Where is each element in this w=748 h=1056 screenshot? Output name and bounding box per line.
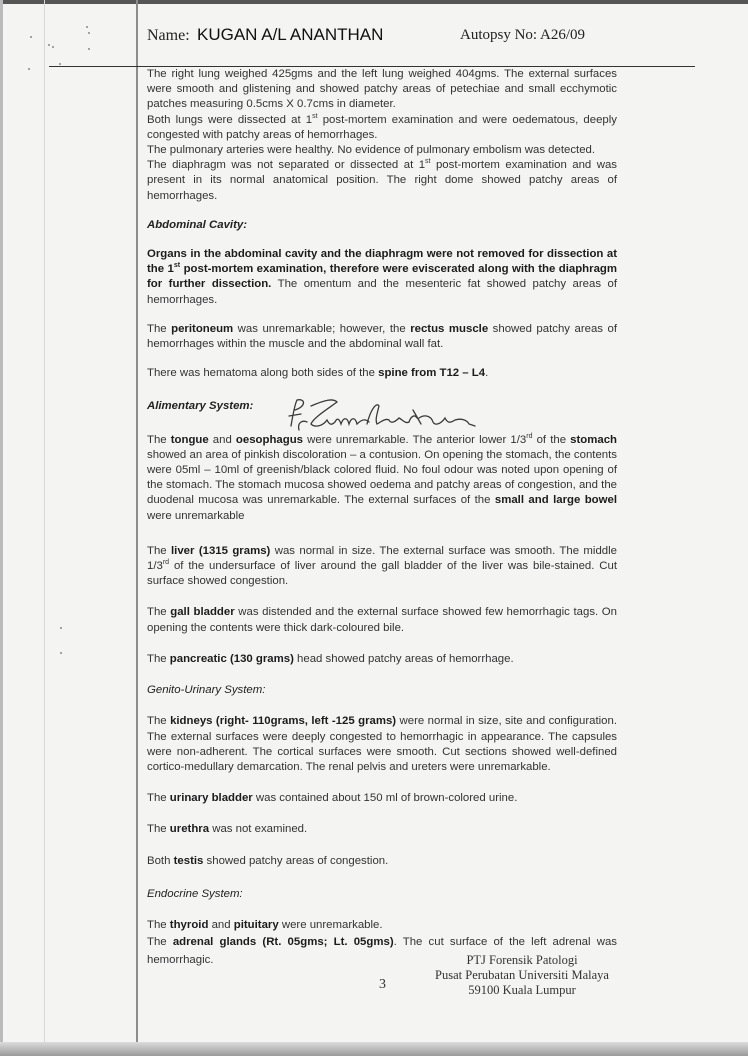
text-run: There was hematoma along both sides of the — [147, 367, 379, 380]
handwritten-signature — [285, 396, 535, 432]
text-run: post-mortem examination and was present in its normal anatomical position. The right dome showed patchy areas of hemorrhages. — [147, 159, 617, 202]
text-run: showed an area of pinkish discoloration – a contusion. On opening the stomach, the contents were 05ml – 10ml of greenish/black colored fluid. No foul odour was noted upon opening of the stomach. The stomach mucosa showed oedema and patchy areas of congestion, and the duodenal mucosa was unremarkable. The external surfaces of the — [147, 448, 617, 507]
abdominal-organs-paragraph — [147, 247, 617, 308]
superscript: rd — [162, 559, 170, 567]
paper-fold-line — [44, 0, 45, 1056]
thyroid-paragraph — [147, 918, 617, 933]
binding-margin-line — [136, 0, 138, 1056]
text-run-bold: pituitary — [233, 918, 279, 931]
testis-paragraph — [147, 854, 617, 869]
text-run: The — [147, 918, 170, 931]
text-run-bold: tongue — [170, 433, 209, 446]
urinary-bladder-paragraph — [147, 791, 617, 806]
liver-paragraph — [147, 544, 617, 590]
text-run: The — [147, 544, 172, 557]
institution-stamp — [412, 953, 632, 998]
text-run: was normal in size. The external surface was smooth. The middle 1/3 — [147, 544, 617, 573]
text-run: were unremarkable. — [278, 918, 383, 931]
stamp-line-department: PTJ Forensik Patologi — [466, 953, 578, 967]
pancreas-paragraph — [147, 652, 617, 667]
text-run-bold: urethra — [169, 823, 210, 836]
text-run-bold: testis — [173, 854, 204, 867]
urethra-paragraph — [147, 822, 617, 837]
text-run-bold: small and large bowel — [494, 494, 617, 507]
text-run: was not examined. — [209, 823, 308, 836]
text-run: showed patchy areas of congestion. — [203, 854, 389, 867]
stamp-line-address: 59100 Kuala Lumpur — [468, 983, 576, 997]
section-heading-endocrine: Endocrine System: — [147, 887, 243, 900]
text-run: The — [147, 433, 171, 446]
text-run-bold: Organs in the abdominal cavity and the diaphragm were not removed for dissection at the 1 — [147, 248, 617, 276]
text-run-bold: stomach — [570, 433, 617, 446]
superscript: st — [173, 262, 181, 270]
autopsy-number: Autopsy No: A26/09 — [460, 27, 586, 43]
text-run: . — [485, 367, 489, 380]
text-run: showed patchy areas of hemorrhages within the muscle and the abdominal wall fat. — [147, 322, 617, 351]
text-run: The — [147, 936, 173, 949]
text-run: was unremarkable; however, the — [233, 322, 411, 335]
text-run-bold: thyroid — [169, 918, 209, 931]
kidneys-paragraph — [147, 714, 617, 775]
text-run-bold: post-mortem examination, therefore were eviscerated along with the diaphragm for further dissection. — [147, 263, 617, 291]
text-run: were unremarkable. The anterior lower 1/3 — [303, 433, 527, 446]
scan-edge-bottom — [0, 1042, 748, 1056]
text-run: Both lungs were dissected at 1 — [147, 113, 313, 126]
text-run-bold: urinary bladder — [169, 792, 253, 805]
superscript: rd — [526, 432, 533, 440]
page-header — [147, 25, 617, 49]
diaphragm-paragraph — [147, 158, 617, 204]
scan-edge-left — [0, 0, 3, 1056]
text-run: The diaphragm was not separated or dissected at 1 — [147, 159, 426, 172]
page-number: 3 — [379, 977, 386, 992]
superscript: st — [312, 112, 318, 120]
lungs-weight-paragraph: The right lung weighed 425gms and the left lung weighed 404gms. The external surfaces were smooth and glistening and showed patchy areas of petechiae and small ecchymotic patches measuring 0.5cms X 0.7cms in diameter. — [147, 68, 617, 111]
text-run: Both — [147, 854, 174, 867]
pulmonary-arteries-paragraph: The pulmonary arteries were healthy. No evidence of pulmonary embolism was detected. — [147, 144, 596, 157]
stomach-paragraph — [147, 433, 617, 524]
text-run-bold: rectus muscle — [410, 322, 489, 335]
text-run-bold: gall bladder — [170, 606, 235, 619]
text-run-bold: kidneys (right- 110grams, left -125 grams) — [170, 715, 397, 728]
text-run: head showed patchy areas of hemorrhage. — [293, 652, 514, 665]
section-heading-genito-urinary: Genito-Urinary System: — [147, 684, 266, 697]
text-run: The omentum and the mesenteric fat showed patchy areas of hemorrhages. — [147, 278, 618, 306]
text-run-bold: liver (1315 grams) — [171, 544, 271, 557]
lungs-dissection-paragraph — [147, 113, 617, 143]
text-run: . The cut surface of the left adrenal was hemorrhagic. — [147, 936, 617, 967]
text-run: The — [147, 715, 171, 728]
text-run: The — [147, 652, 170, 665]
text-run: The — [147, 606, 171, 619]
section-heading-abdominal: Abdominal Cavity: — [147, 218, 247, 231]
text-run: were unremarkable — [147, 509, 245, 522]
text-run: The — [147, 823, 170, 836]
text-run-bold: peritoneum — [171, 322, 234, 335]
text-run: and — [208, 433, 236, 446]
scan-edge-top — [0, 0, 748, 4]
text-run: The — [147, 322, 172, 335]
name-label: Name: — [147, 27, 190, 44]
section-heading-alimentary: Alimentary System: — [147, 400, 254, 413]
text-run-bold: pancreatic (130 grams) — [169, 652, 294, 665]
text-run-bold: spine from T12 – L4 — [378, 367, 486, 380]
text-run: was contained about 150 ml of brown-colored urine. — [252, 792, 518, 805]
text-run: of the — [532, 433, 571, 446]
text-run-bold: oesophagus — [235, 433, 304, 446]
text-run: The — [147, 792, 170, 805]
text-run: and — [208, 918, 234, 931]
spine-hematoma-paragraph — [147, 366, 617, 381]
text-run: was distended and the external surface showed few hemorrhagic tags. On opening the contents were thick dark-coloured bile. — [147, 606, 617, 634]
gall-bladder-paragraph — [147, 605, 617, 635]
text-run: were normal in size, site and configuration. The external surfaces were deeply congested to hemorrhagic in appearance. The capsules were non-adherent. The cortical surfaces were smooth. Cut sections showed well-defined cortico-medullary demarcation. The renal pelvis and ureters were unremarkable. — [147, 715, 617, 773]
text-run: post-mortem examination and were oedematous, deeply congested with patchy areas of hemorrhages. — [147, 113, 617, 141]
text-run-bold: adrenal glands (Rt. 05gms; Lt. 05gms) — [172, 936, 394, 949]
peritoneum-paragraph — [147, 322, 617, 352]
superscript: st — [425, 158, 431, 166]
text-run: of the undersurface of liver around the gall bladder of the liver was bile-stained. Cut surface showed congestion. — [147, 560, 617, 588]
deceased-name: KUGAN A/L ANANTHAN — [197, 25, 384, 44]
report-body — [147, 67, 617, 969]
stamp-line-institution: Pusat Perubatan Universiti Malaya — [435, 968, 609, 982]
